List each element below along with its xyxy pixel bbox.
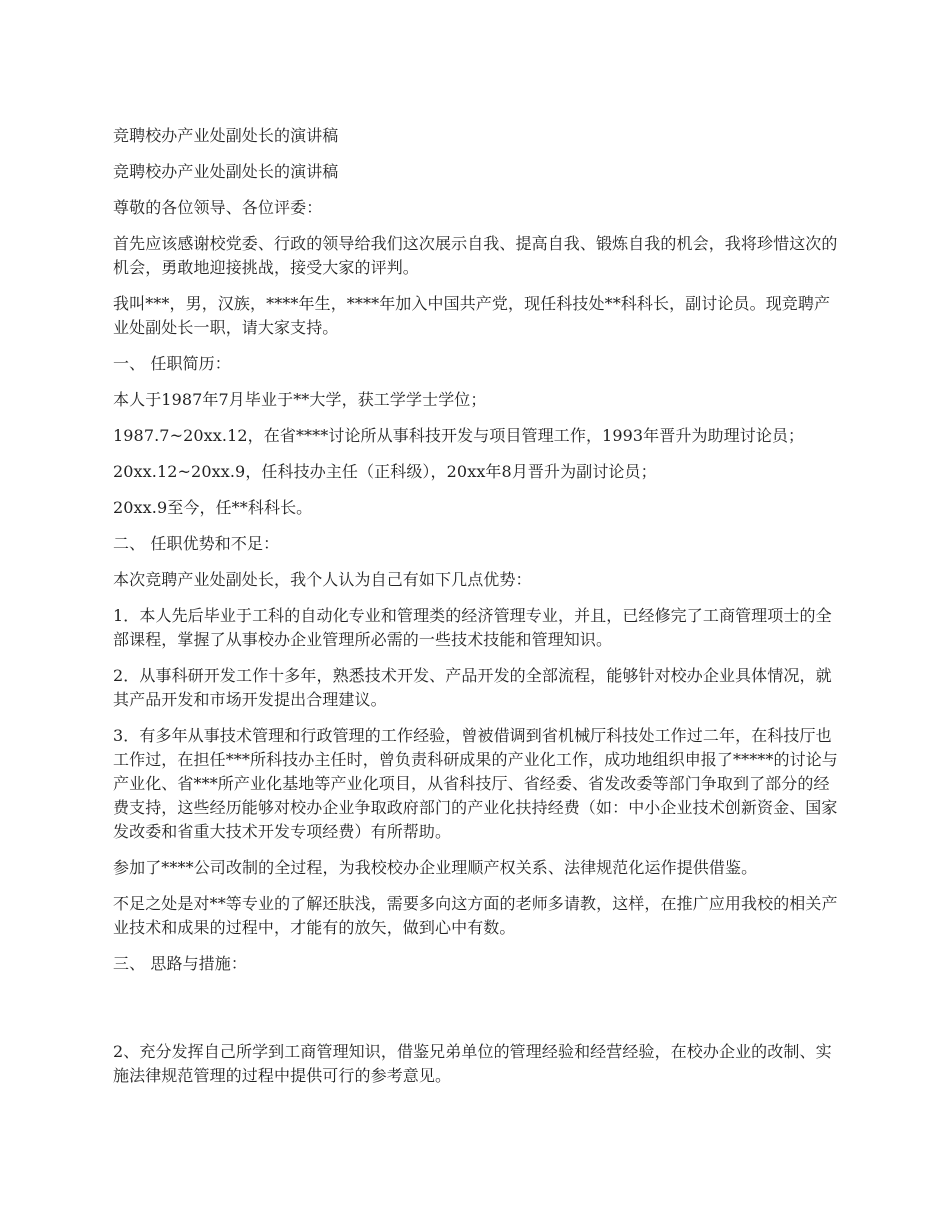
weakness-paragraph: 不足之处是对**等专业的了解还肤浅，需要多向这方面的老师多请教，这样，在推广应用我校的相关产业技术和成果的过程中，才能有的放矢，做到心中有数。 bbox=[113, 894, 838, 937]
salutation: 尊敬的各位领导、各位评委： bbox=[113, 198, 323, 217]
strength-item: 3．有多年从事技术管理和行政管理的工作经验，曾被借调到省机械厅科技处工作过二年，在科技厅也工作过，在担任***所科技办主任时，曾负责科研成果的产业化工作，成功地组织申报了*****的讨论与产业化、省***所产业化基地等产业化项目，从省科技厅、省经委、省发改委等部门争取到了部分的经费支持，这些经历能够对校办企业争取政府部门的产业化扶持经费（如：中小企业技术创新资金、国家发改委和省重大技术开发专项经费）有所帮助。 bbox=[113, 726, 838, 841]
section-heading-resume: 一、 任职简历： bbox=[113, 354, 231, 373]
resume-item: 20xx.9至今，任**科科长。 bbox=[113, 498, 313, 517]
section-heading-strengths: 二、 任职优势和不足： bbox=[113, 534, 280, 553]
resume-item: 20xx.12~20xx.9，任科技办主任（正科级），20xx年8月晋升为副讨论员； bbox=[113, 462, 657, 481]
section-heading-plans: 三、 思路与措施： bbox=[113, 954, 247, 973]
resume-item: 本人于1987年7月毕业于**大学，获工学学士学位； bbox=[113, 390, 487, 409]
strengths-intro: 本次竞聘产业处副处长，我个人认为自己有如下几点优势： bbox=[113, 570, 532, 589]
plan-item: 2、充分发挥自己所学到工商管理知识，借鉴兄弟单位的管理经验和经营经验，在校办企业的改制、实施法律规范管理的过程中提供可行的参考意见。 bbox=[113, 1042, 832, 1085]
document-page bbox=[113, 124, 843, 1100]
document-subtitle: 竞聘校办产业处副处长的演讲稿 bbox=[113, 162, 339, 181]
self-introduction-paragraph: 我叫***，男，汉族，****年生，****年加入中国共产党，现任科技处**科科长，副讨论员。现竞聘产业处副处长一职，请大家支持。 bbox=[113, 294, 831, 337]
document-title: 竞聘校办产业处副处长的演讲稿 bbox=[113, 126, 339, 145]
opening-paragraph: 首先应该感谢校党委、行政的领导给我们这次展示自我、提高自我、锻炼自我的机会，我将珍惜这次的机会，勇敢地迎接挑战，接受大家的评判。 bbox=[113, 234, 838, 277]
resume-item: 1987.7~20xx.12，在省****讨论所从事科技开发与项目管理工作，1993年晋升为助理讨论员； bbox=[113, 426, 805, 445]
strength-item: 参加了****公司改制的全过程，为我校校办企业理顺产权关系、法律规范化运作提供借鉴。 bbox=[113, 858, 758, 877]
strength-item: 2．从事科研开发工作十多年，熟悉技术开发、产品开发的全部流程，能够针对校办企业具体情况，就其产品开发和市场开发提出合理建议。 bbox=[113, 666, 832, 709]
strength-item: 1．本人先后毕业于工科的自动化专业和管理类的经济管理专业，并且，已经修完了工商管理项士的全部课程，掌握了从事校办企业管理所必需的一些技术技能和管理知识。 bbox=[113, 606, 832, 649]
blank-space bbox=[113, 988, 843, 1040]
